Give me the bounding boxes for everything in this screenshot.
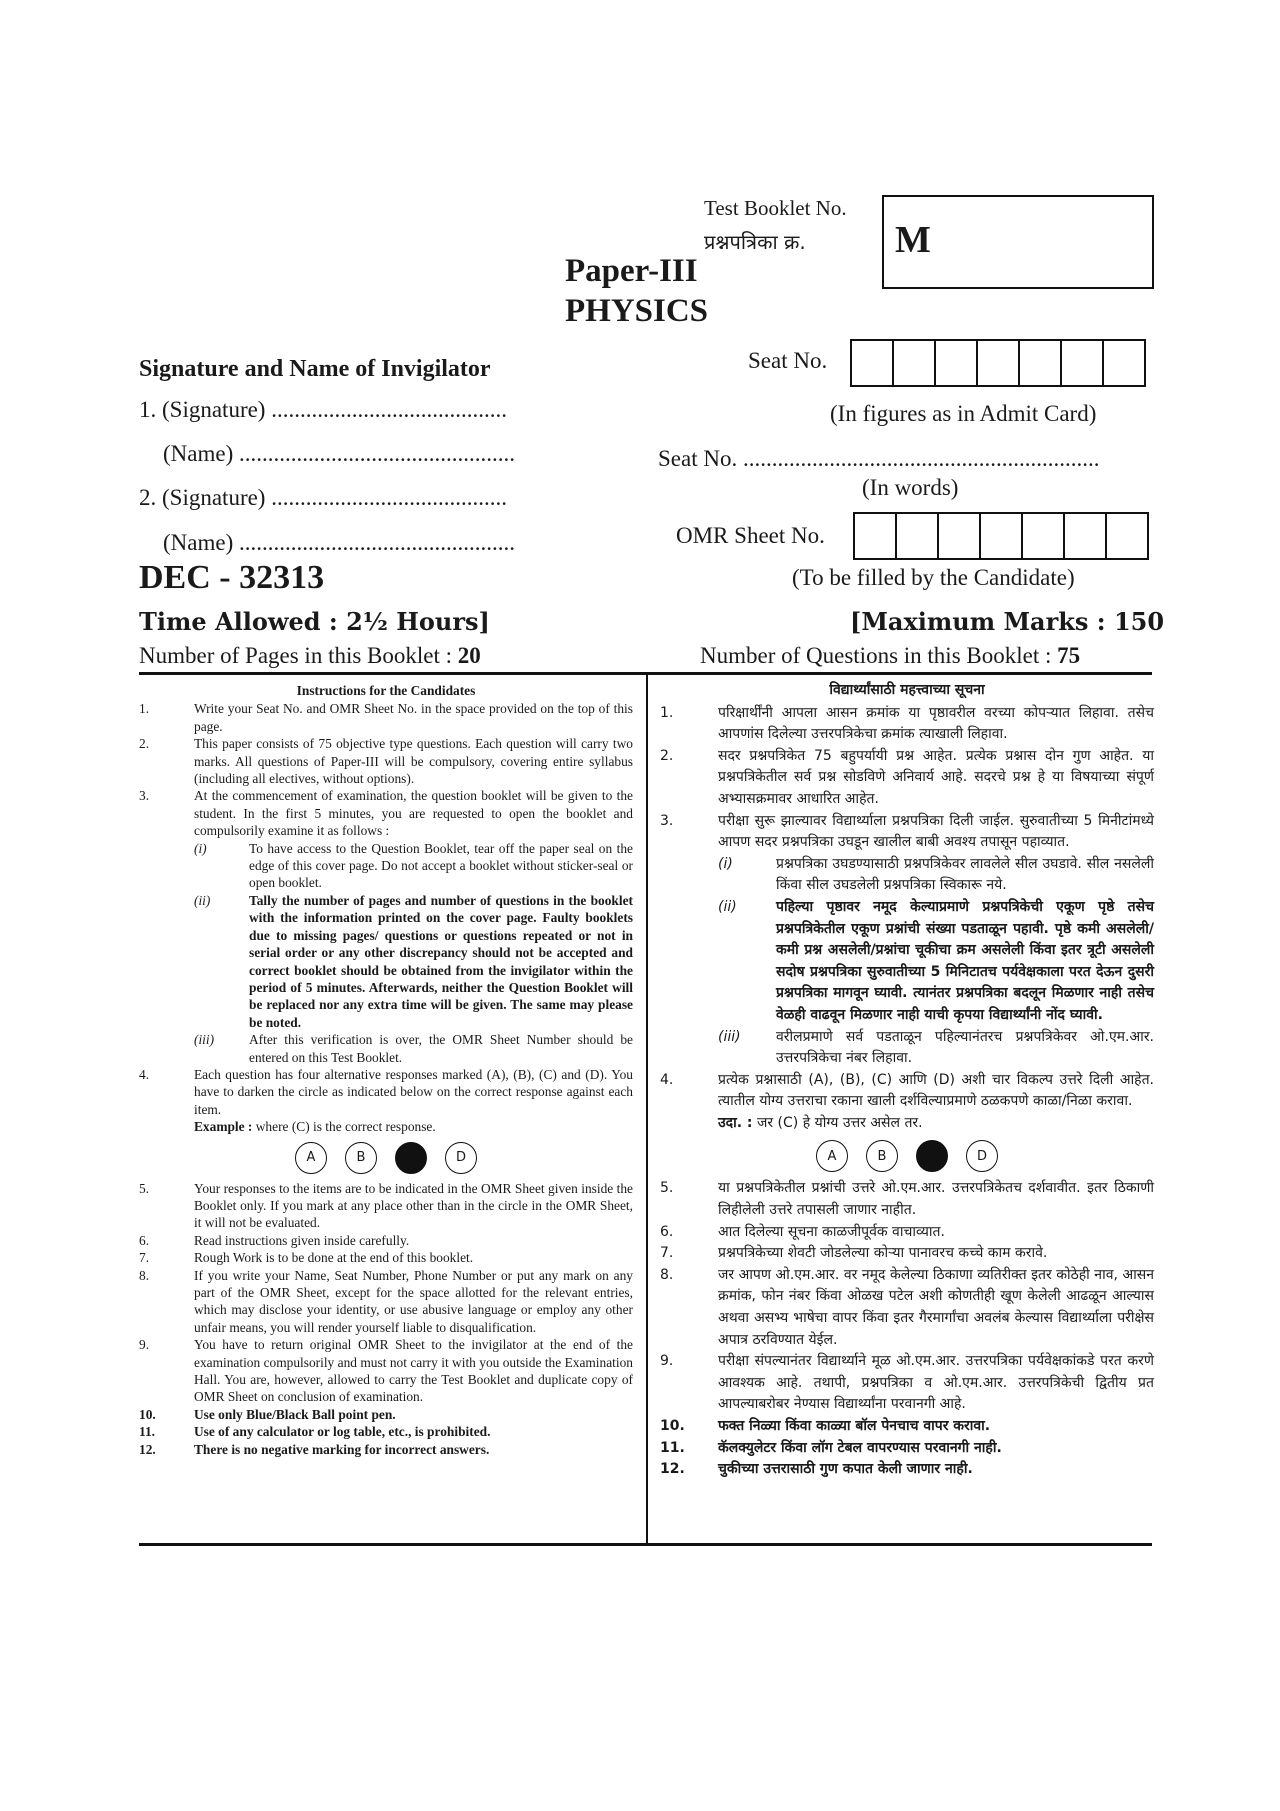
item-number: 11. (660, 1439, 685, 1456)
item-number: 12. (139, 1441, 156, 1457)
omr-sheet-label: OMR Sheet No. (676, 523, 825, 548)
example-circles (660, 1140, 1154, 1172)
subject-title: PHYSICS (565, 293, 709, 329)
item-text: Use of any calculator or log table, etc., is prohibited. (194, 1424, 491, 1440)
maximum-marks: [Maximum Marks : 150 (850, 607, 1165, 636)
instruction-item (660, 1416, 1154, 1438)
omr-digit-box[interactable] (979, 512, 1023, 560)
instruction-item (660, 1243, 1154, 1265)
item-text: Rough Work is to be done at the end of this booklet. (194, 1250, 474, 1266)
instruction-item (660, 1438, 1154, 1460)
seat-digit-box[interactable] (1102, 339, 1146, 387)
item-number: 4. (660, 1071, 674, 1088)
item-text: परिक्षार्थींनी आपला आसन क्रमांक या पृष्ठावरील वरच्या कोपऱ्यात लिहावा. तसेच आपणांस दिलेल्या उत्तरपत्रिकेचा क्रमांक त्याखाली लिहावा. (718, 704, 1154, 743)
item-number: 12. (660, 1461, 685, 1478)
item-text: प्रत्येक प्रश्नासाठी (A), (B), (C) आणि (D) अशी चार विकल्प उत्तरे दिली आहेत. त्यातील योग्य उत्तराचा रकाना खाली दर्शविल्याप्रमाणे ठळकपणे काळा/निळा करावा. (718, 1071, 1154, 1110)
questions-count-label: Number of Questions in this Booklet : (700, 643, 1058, 668)
instruction-item (139, 1249, 633, 1266)
invigilator-heading: Signature and Name of Invigilator (139, 356, 491, 382)
item-text: कॅलक्युलेटर किंवा लॉग टेबल वापरण्यास परवानगी नाही. (718, 1439, 1002, 1456)
item-number: 9. (660, 1353, 674, 1370)
omr-digit-box[interactable] (895, 512, 939, 560)
item-number: 7. (139, 1250, 150, 1266)
item-text: There is no negative marking for incorrect answers. (194, 1441, 490, 1457)
subitem-number: (ii) (194, 892, 211, 908)
instruction-subitem (194, 840, 633, 892)
item-text: आत दिलेल्या सूचना काळजीपूर्वक वाचाव्यात. (718, 1223, 945, 1240)
item-number: 1. (660, 704, 674, 721)
option-d-circle: D (966, 1140, 998, 1172)
item-number: 1. (139, 701, 150, 717)
seat-digit-box[interactable] (892, 339, 936, 387)
instruction-item (660, 1351, 1154, 1416)
instruction-item (139, 1423, 633, 1440)
item-text: If you write your Name, Seat Number, Phone Number or put any mark on any part of the OMR Sheet, except for the space allotted for the relevant entries, which may disclose your identity, or use abusive language or employ any other unfair means, you will render yourself liable to disqualification. (194, 1267, 633, 1335)
item-number: 3. (660, 812, 674, 829)
item-number: 3. (139, 788, 150, 804)
instruction-item (660, 746, 1154, 811)
example-label: Example : (194, 1119, 253, 1135)
divider-bottom (139, 1543, 1152, 1546)
questions-count-line (700, 643, 1080, 669)
seat-digit-box[interactable] (976, 339, 1020, 387)
option-d-circle: D (445, 1142, 477, 1174)
example-label: उदा. : (718, 1114, 753, 1131)
instruction-subitem (718, 897, 1154, 1027)
instruction-item (660, 1265, 1154, 1351)
instruction-item (660, 1178, 1154, 1221)
instructions-marathi-heading: विद्यार्थ्यांसाठी महत्त्वाच्या सूचना (829, 682, 985, 698)
pages-count-line (139, 643, 481, 669)
option-a-circle: A (295, 1142, 327, 1174)
item-number: 4. (139, 1066, 150, 1082)
omr-digit-box[interactable] (937, 512, 981, 560)
subitem-number: (i) (718, 855, 733, 872)
instruction-subitem (718, 854, 1154, 897)
item-text: परीक्षा संपल्यानंतर विद्यार्थ्याने मूळ ओ.एम.आर. उत्तरपत्रिका पर्यवेक्षकांकडे परत करणे आवश्यक आहे. तथापी, प्रश्नपत्रिका व ओ.एम.आर. उत्तरपत्रिकेची द्वितीय प्रत आपल्याबरोबर नेण्यास विद्यार्थ्यांना परवानगी आहे. (718, 1353, 1154, 1413)
omr-digit-box[interactable] (853, 512, 897, 560)
subitem-number: (iii) (718, 1028, 741, 1045)
instruction-item (660, 1070, 1154, 1113)
subitem-text: Tally the number of pages and number of questions in the booklet with the information printed on the cover page. Faulty booklets due to missing pages/ questions or questions repeated or not in serial order or any other discrepancy should not be accepted and correct booklet should be obtained from the invigilator within the period of 5 minutes. Afterwards, neither the Question Booklet will be replaced nor any extra time will be given. The same may please be noted. (249, 892, 633, 1030)
instruction-item (139, 1232, 633, 1249)
subitem-number: (iii) (194, 1032, 215, 1048)
item-text: Use only Blue/Black Ball point pen. (194, 1406, 396, 1422)
omr-digit-box[interactable] (1063, 512, 1107, 560)
item-text: This paper consists of 75 objective type questions. Each question will carry two marks. All questions of Paper-III will be compulsory, covering entire syllabus (including all electives, without options). (194, 736, 633, 787)
invigilator-1-signature-field[interactable]: 1. (Signature) ......................................... (139, 397, 507, 422)
divider-column (646, 675, 648, 1543)
booklet-series-letter: M (895, 219, 931, 261)
instruction-example (139, 1118, 633, 1135)
seat-in-words-note: (In words) (862, 475, 959, 500)
omr-digit-box[interactable] (1105, 512, 1149, 560)
item-number: 5. (139, 1180, 150, 1196)
item-number: 8. (139, 1267, 150, 1283)
item-text: चुकीच्या उत्तरासाठी गुण कपात केली जाणार नाही. (718, 1461, 973, 1478)
item-number: 6. (139, 1232, 150, 1248)
item-number: 9. (139, 1337, 150, 1353)
instruction-item (139, 1441, 633, 1458)
seat-digit-box[interactable] (1018, 339, 1062, 387)
option-a-circle: A (816, 1140, 848, 1172)
example-circles (139, 1142, 633, 1174)
instructions-english (139, 682, 633, 1458)
item-number: 5. (660, 1180, 674, 1197)
item-number: 10. (660, 1418, 685, 1434)
instruction-item (139, 735, 633, 787)
subitem-number: (ii) (718, 898, 737, 915)
subitem-number: (i) (194, 840, 207, 856)
instruction-item (660, 811, 1154, 854)
instructions-marathi (660, 680, 1154, 1481)
seat-figures-note: (In figures as in Admit Card) (830, 401, 1097, 426)
item-number: 10. (139, 1406, 156, 1422)
instruction-item (139, 787, 633, 839)
item-number: 6. (660, 1223, 674, 1240)
item-text: फक्त निळ्या किंवा काळ्या बॉल पेनचाच वापर करावा. (718, 1418, 991, 1434)
item-number: 2. (660, 747, 674, 764)
instruction-subitem (194, 892, 633, 1031)
instruction-item (139, 1180, 633, 1232)
instruction-item (139, 1406, 633, 1423)
instruction-item (660, 703, 1154, 746)
test-booklet-label-marathi: प्रश्नपत्रिका क्र. (704, 230, 806, 254)
item-text: सदर प्रश्नपत्रिकेत 75 बहुपर्यायी प्रश्न आहेत. प्रत्येक प्रश्नास दोन गुण आहेत. या प्रश्नपत्रिकेतील सर्व प्रश्न सोडविणे अनिवार्य आहे. सदरचे प्रश्न हे या विषयाच्या संपूर्ण अभ्यासक्रमावर आधारित आहेत. (718, 747, 1154, 807)
item-text: Each question has four alternative responses marked (A), (B), (C) and (D). You have to darken the circle as indicated below on the correct response against each item. (194, 1066, 633, 1117)
seat-number-label: Seat No. (748, 348, 828, 373)
instruction-item (139, 700, 633, 735)
subitem-text: To have access to the Question Booklet, tear off the paper seal on the edge of this cover page. Do not accept a booklet without sticker-seal or open booklet. (249, 840, 633, 891)
item-text: At the commencement of examination, the question booklet will be given to the student. In the first 5 minutes, you are requested to open the booklet and compulsorily examine it as follows : (194, 788, 633, 839)
invigilator-2-name-field[interactable]: (Name) ................................................ (163, 530, 515, 555)
item-text: जर आपण ओ.एम.आर. वर नमूद केलेल्या ठिकाणा व्यतिरीक्त इतर कोठेही नाव, आसन क्रमांक, फोन नंबर किंवा ओळख पटेल अशी कोणतीही खूण केलेली आढळून आल्यास अथवा असभ्य भाषेचा वापर किंवा इतर गैरमार्गांचा अवलंब केल्यास विद्यार्थ्याला परीक्षेस अपात्र ठरविण्यात येईल. (718, 1266, 1154, 1348)
seat-number-words-field[interactable]: Seat No. .............................................................. (658, 446, 1100, 471)
option-c-circle-filled: C (395, 1142, 427, 1174)
test-booklet-label: Test Booklet No. (704, 196, 847, 220)
instruction-item (139, 1267, 633, 1337)
instruction-item (660, 1459, 1154, 1481)
subitem-text: पहिल्या पृष्ठावर नमूद केल्याप्रमाणे प्रश्नपत्रिकेची एकूण पृष्ठे तसेच प्रश्नपत्रिकेतील एकूण प्रश्नांची संख्या पडताळून पहावी. पृष्ठे कमी असलेली/कमी प्रश्न असलेली/प्रश्नांचा चूकीचा क्रम असलेली किंवा इतर त्रूटी असलेली सदोष प्रश्नपत्रिका सुरुवातीच्या 5 मिनिटातच पर्यवेक्षकाला परत देऊन दुसरी प्रश्नपत्रिका मागवून घ्यावी. त्यानंतर प्रश्नपत्रिका बदलून मिळणार नाही तसेच वेळही वाढवून मिळणार नाही याची कृपया विद्यार्थ्यांनी नोंद घ्यावी. (776, 898, 1154, 1023)
seat-digit-box[interactable] (934, 339, 978, 387)
subitem-text: वरीलप्रमाणे सर्व पडताळून पहिल्यानंतरच प्रश्नपत्रिकेवर ओ.एम.आर. उत्तरपत्रिकेचा नंबर लिहावा. (776, 1028, 1154, 1067)
seat-digit-box[interactable] (850, 339, 894, 387)
seat-digit-box[interactable] (1060, 339, 1104, 387)
instruction-subitem (194, 1031, 633, 1066)
instruction-example (660, 1113, 1154, 1135)
example-text: where (C) is the correct response. (255, 1119, 436, 1135)
item-text: परीक्षा सुरू झाल्यावर विद्यार्थ्याला प्रश्नपत्रिका दिली जाईल. सुरुवातीच्या 5 मिनीटांमध्ये आपण सदर प्रश्नपत्रिका उघडून खालील बाबी अवश्य तपासून पहाव्यात. (718, 812, 1154, 851)
item-number: 11. (139, 1424, 155, 1440)
omr-sheet-number-boxes[interactable] (855, 512, 1149, 560)
instruction-item (139, 1336, 633, 1406)
option-b-circle: B (345, 1142, 377, 1174)
instruction-item (139, 1066, 633, 1118)
omr-digit-box[interactable] (1021, 512, 1065, 560)
item-number: 2. (139, 736, 150, 752)
invigilator-2-signature-field[interactable]: 2. (Signature) ......................................... (139, 485, 507, 510)
option-b-circle: B (866, 1140, 898, 1172)
item-text: या प्रश्नपत्रिकेतील प्रश्नांची उत्तरे ओ.एम.आर. उत्तरपत्रिकेतच दर्शवावीत. इतर ठिकाणी लिहीलेली उत्तरे तपासली जाणार नाहीत. (718, 1180, 1154, 1219)
exam-code: DEC - 32313 (139, 559, 325, 596)
item-text: Write your Seat No. and OMR Sheet No. in the space provided on the top of this page. (194, 701, 633, 734)
item-number: 8. (660, 1266, 674, 1283)
filled-by-candidate-note: (To be filled by the Candidate) (792, 565, 1075, 590)
instructions-english-heading: Instructions for the Candidates (296, 683, 476, 698)
item-text: You have to return original OMR Sheet to the invigilator at the end of the examination compulsorily and must not carry it with you outside the Examination Hall. You are, however, allowed to carry the Test Booklet and duplicate copy of OMR Sheet on conclusion of examination. (194, 1337, 633, 1405)
paper-title: Paper-III (565, 253, 698, 289)
seat-number-boxes[interactable] (852, 339, 1146, 387)
subitem-text: प्रश्नपत्रिका उघडण्यासाठी प्रश्नपत्रिकेवर लावलेले सील उघडावे. सील नसलेली किंवा सील उघडलेली प्रश्नपत्रिका स्विकारू नये. (776, 855, 1154, 894)
invigilator-1-name-field[interactable]: (Name) ................................................ (163, 441, 515, 466)
questions-count-value: 75 (1057, 643, 1081, 668)
instruction-subitem (718, 1027, 1154, 1070)
pages-count-value: 20 (457, 643, 481, 668)
item-text: प्रश्नपत्रिकेच्या शेवटी जोडलेल्या कोऱ्या पानावरच कच्चे काम करावे. (718, 1245, 1048, 1262)
option-c-circle-filled: C (916, 1140, 948, 1172)
pages-count-label: Number of Pages in this Booklet : (139, 643, 458, 668)
item-text: Your responses to the items are to be indicated in the OMR Sheet given inside the Booklet only. If you mark at any place other than in the circle in the OMR Sheet, it will not be evaluated. (194, 1180, 633, 1231)
time-allowed: Time Allowed : 2½ Hours] (139, 607, 490, 636)
item-number: 7. (660, 1245, 674, 1262)
subitem-text: After this verification is over, the OMR Sheet Number should be entered on this Test Booklet. (249, 1032, 633, 1065)
example-text: जर (C) हे योग्य उत्तर असेल तर. (756, 1114, 923, 1131)
instruction-item (660, 1222, 1154, 1244)
item-text: Read instructions given inside carefully. (194, 1232, 410, 1248)
